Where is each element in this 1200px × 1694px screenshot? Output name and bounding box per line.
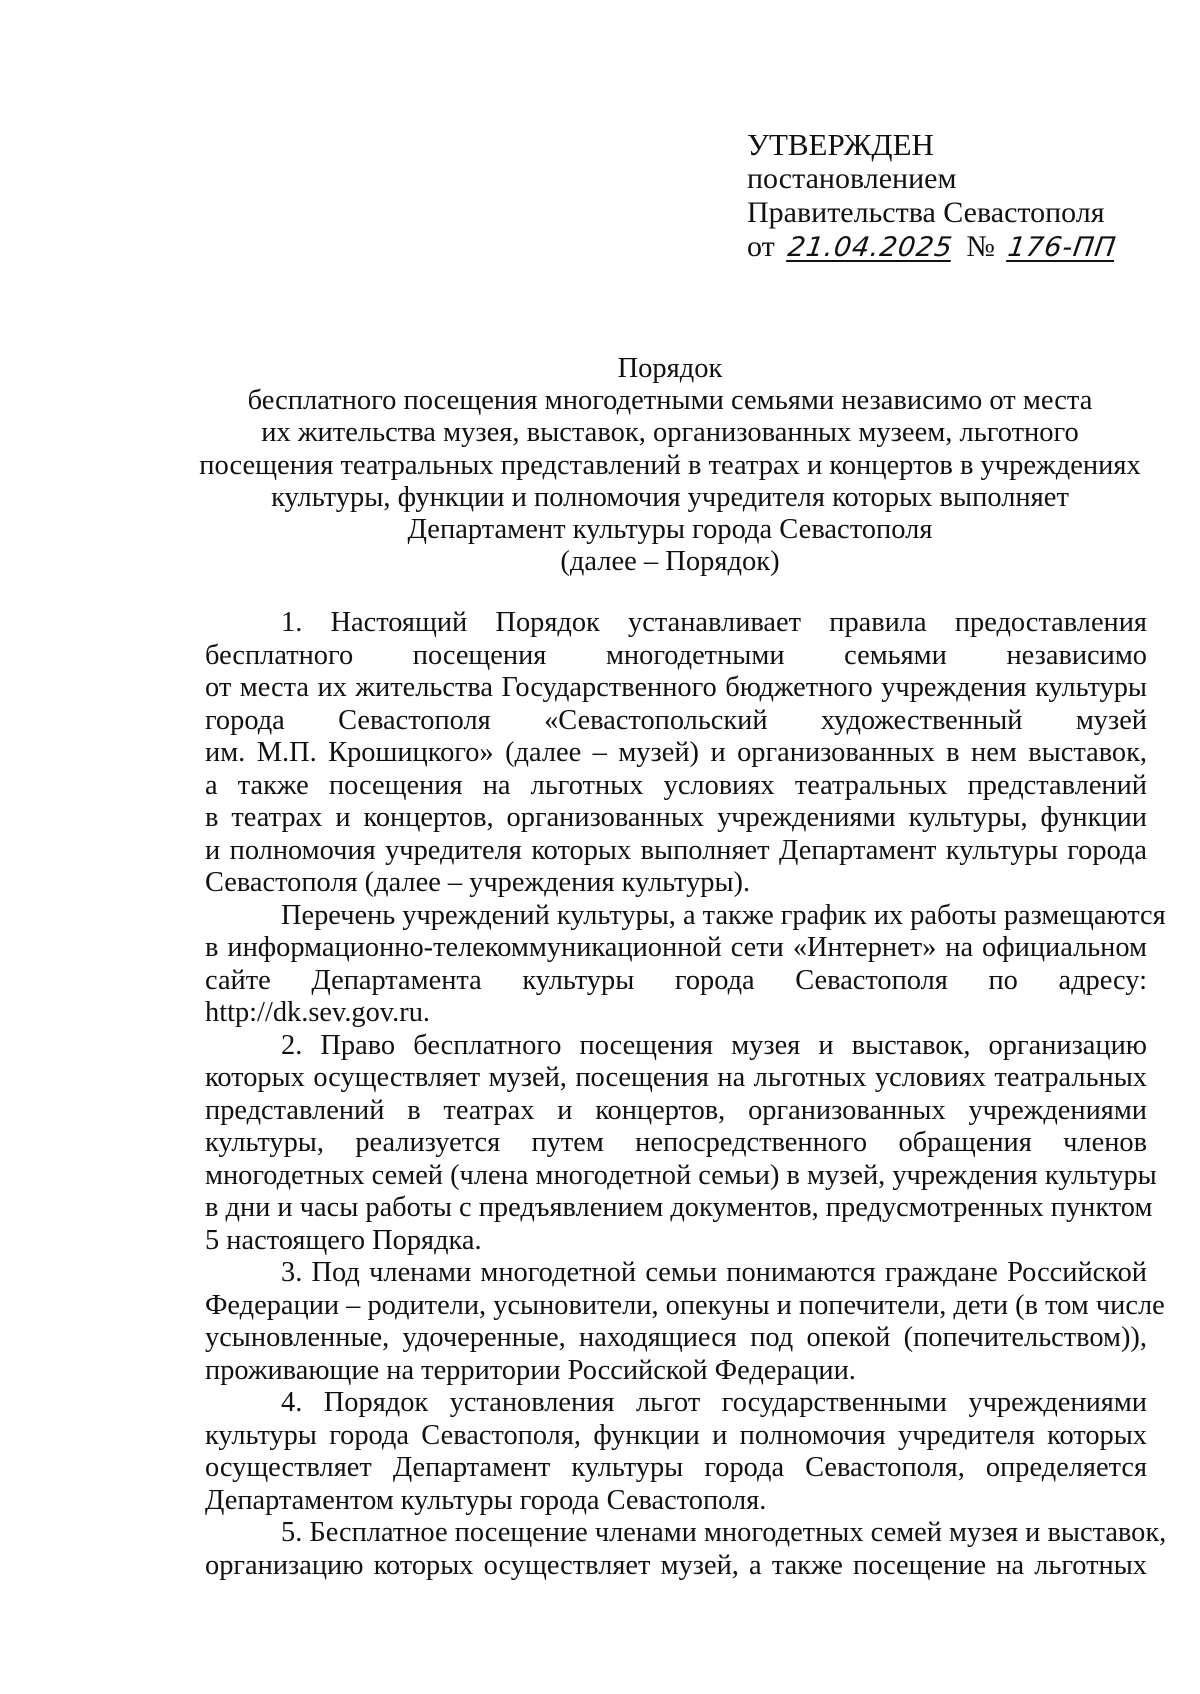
document-body — [205, 607, 1167, 1582]
text-line: осуществляет Департамент культуры города Севастополя, определяется — [205, 1452, 1147, 1483]
text-line: проживающие на территории Российской Федерации. — [205, 1354, 856, 1386]
approval-date-line — [747, 230, 1147, 265]
approval-date-value: 21.04.2025 — [786, 232, 956, 263]
approval-number-value: 176-ПП — [1006, 232, 1119, 263]
text-line: 5. Бесплатное посещение членами многодетных семей музея и выставок, — [281, 1517, 1167, 1548]
text-line: в театрах и концертов, организованных учреждениями культуры, функции — [205, 802, 1147, 833]
text-line: Департаментом культуры города Севастополя. — [205, 1484, 767, 1516]
text-line: 4. Порядок установления льгот государственными учреждениями — [281, 1387, 1147, 1418]
approval-stamp — [747, 128, 1147, 265]
approval-date-prefix: от — [747, 230, 775, 263]
text-line: усыновленные, удочеренные, находящиеся под опекой (попечительством)), — [205, 1322, 1147, 1353]
text-line: и полномочия учредителя которых выполняет Департамент культуры города — [205, 834, 1147, 866]
text-line: от места их жительства Государственного бюджетного учреждения культуры — [205, 672, 1147, 703]
text-line: культуры города Севастополя, функции и полномочия учредителя которых — [205, 1419, 1147, 1451]
approval-line-1: постановлением — [747, 162, 957, 195]
text-line: а также посещения на льготных условиях театральных представлений — [205, 769, 1147, 801]
text-line: 5 настоящего Порядка. — [205, 1224, 482, 1256]
text-line: в дни и часы работы с предъявлением документов, предусмотренных пунктом — [205, 1192, 1153, 1223]
title-line: бесплатного посещения многодетными семьями независимо от места — [247, 385, 1093, 417]
text-line: которых осуществляет музей, посещения на льготных условиях театральных — [205, 1062, 1147, 1093]
approval-line-2: Правительства Севастополя — [747, 196, 1105, 229]
text-line: Федерации – родители, усыновители, опекуны и попечители, дети (в том числе — [205, 1289, 1165, 1321]
text-line: http://dk.sev.gov.ru. — [205, 997, 431, 1028]
text-line: 1. Настоящий Порядок устанавливает правила предоставления — [281, 607, 1147, 638]
paragraph-1-list-note — [205, 899, 1166, 1030]
text-line: сайте Департамента культуры города Севастополя по адресу: — [205, 964, 1147, 996]
approval-number-sign: № — [966, 230, 995, 263]
text-line: Перечень учреждений культуры, а также график их работы размещаются — [281, 899, 1166, 931]
paragraph-5 — [205, 1517, 1167, 1582]
document-title — [196, 353, 1144, 578]
paragraph-1 — [205, 607, 1147, 900]
paragraph-2 — [205, 1029, 1157, 1258]
title-line: посещения театральных представлений в театрах и концертов в учреждениях — [199, 449, 1141, 481]
title-line: культуры, функции и полномочия учредителя которых выполняет — [271, 481, 1069, 513]
text-line: культуры, реализуется путем непосредственного обращения членов — [205, 1127, 1147, 1158]
text-line: им. М.П. Крошицкого» (далее – музей) и организованных в нем выставок, — [205, 737, 1147, 768]
paragraph-3 — [205, 1257, 1165, 1387]
title-line: (далее – Порядок) — [560, 546, 780, 578]
text-line: многодетных семей (члена многодетной семьи) в музей, учреждения культуры — [205, 1159, 1157, 1191]
text-line: бесплатного посещения многодетными семьями независимо — [205, 639, 1147, 671]
text-line: города Севастополя «Севастопольский художественный музей — [205, 704, 1147, 736]
paragraph-4 — [205, 1387, 1147, 1517]
text-line: 3. Под членами многодетной семьи понимаются граждане Российской — [281, 1257, 1147, 1288]
text-line: 2. Право бесплатного посещения музея и выставок, организацию — [281, 1029, 1147, 1061]
text-line: представлений в театрах и концертов, организованных учреждениями — [205, 1094, 1147, 1126]
text-line: Севастополя (далее – учреждения культуры). — [205, 867, 751, 898]
approval-heading: УТВЕРЖДЕН — [747, 127, 934, 162]
title-line: их жительства музея, выставок, организованных музеем, льготного — [261, 417, 1079, 449]
title-line: Департамент культуры города Севастополя — [407, 514, 933, 546]
text-line: организацию которых осуществляет музей, а также посещение на льготных — [205, 1549, 1147, 1581]
text-line: в информационно-телекоммуникационной сети «Интернет» на официальном — [205, 932, 1147, 963]
title-line: Порядок — [617, 353, 723, 384]
